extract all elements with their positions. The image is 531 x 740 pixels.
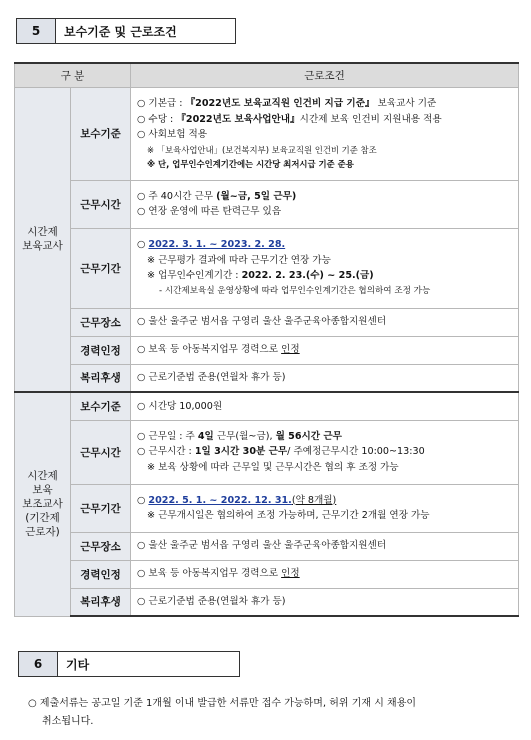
welfare-content: ○ 근로기준법 준용(연월차 휴가 등) [131, 364, 519, 392]
row-label-welfare: 복리후생 [71, 588, 131, 616]
career-content: ○ 보육 등 아동복지업무 경력으로 인정 [131, 336, 519, 364]
place-content: ○ 울산 울주군 범서읍 구영리 울산 울주군육아종합지원센터 [131, 308, 519, 336]
row-label-period: 근무기간 [71, 484, 131, 532]
table-row [15, 560, 519, 588]
section-5-header [16, 18, 236, 44]
working-conditions-table [14, 62, 519, 617]
pay-content: ○ 시간당 10,000원 [131, 392, 519, 420]
welfare-content: ○ 근로기준법 준용(연월차 휴가 등) [131, 588, 519, 616]
group-label-part-time-teacher: 시간제 보육교사 [15, 87, 71, 392]
career-content: ○ 보육 등 아동복지업무 경력으로 인정 [131, 560, 519, 588]
group-label-assistant-teacher: 시간제 보육 보조교사 (기간제 근로자) [15, 392, 71, 616]
header-category: 구 분 [15, 63, 131, 87]
section-6-header [18, 651, 240, 677]
period-content: ○ 2022. 5. 1. ~ 2022. 12. 31.(약 8개월) ※ 근무개시일은 협의하여 조정 가능하며, 근무기간 2개월 연장 가능 [131, 484, 519, 532]
hours-content: ○ 근무일 : 주 4일 근무(월~금), 월 56시간 근무 ○ 근무시간 : 1일 3시간 30분 근무/ 주예정근무시간 10:00~13:30 ※ 보육 상황에 따라 근무일 및 근무시간은 협의 후 조정 가능 [131, 420, 519, 484]
row-label-hours: 근무시간 [71, 180, 131, 228]
footer-note: ○ 제출서류는 공고일 기준 1개월 이내 발급한 서류만 접수 가능하며, 허위 기재 시 채용이 취소됩니다. [28, 698, 417, 727]
table-row [15, 484, 519, 532]
table-row [15, 364, 519, 392]
row-label-period: 근무기간 [71, 228, 131, 308]
table-row [15, 532, 519, 560]
pay-content: ○ 기본급 : 『2022년도 보육교직원 인건비 지급 기준』 보육교사 기준 ○ 수당 : 『2022년도 보육사업안내』시간제 보육 인건비 지원내용 적용 ○ 사회보험 적용 ※ 「보육사업안내」(보건복지부) 보육교직원 인건비 기준 참조 ※ 단, 업무인수인계기간에는 시간당 최저시급 기준 준용 [131, 87, 519, 180]
row-label-pay: 보수기준 [71, 392, 131, 420]
hours-content: ○ 주 40시간 근무 (월~금, 5일 근무) ○ 연장 운영에 따른 탄력근무 있음 [131, 180, 519, 228]
table-row [15, 228, 519, 308]
row-label-hours: 근무시간 [71, 420, 131, 484]
row-label-career: 경력인정 [71, 336, 131, 364]
period-content: ○ 2022. 3. 1. ~ 2023. 2. 28. ※ 근무평가 결과에 따라 근무기간 연장 가능 ※ 업무인수인계기간 : 2022. 2. 23.(수) ~ 25.(금) - 시간제보육실 운영상황에 따라 업무인수인계기간은 협의하여 조정 가능 [131, 228, 519, 308]
section-title: 보수기준 및 근로조건 [56, 18, 236, 44]
row-label-pay: 보수기준 [71, 87, 131, 180]
table-row [15, 308, 519, 336]
table-row [15, 336, 519, 364]
section-number: 5 [16, 18, 56, 44]
row-label-career: 경력인정 [71, 560, 131, 588]
table-row [15, 87, 519, 180]
table-header-row [15, 63, 519, 87]
section-number: 6 [18, 651, 58, 677]
table-row [15, 588, 519, 616]
row-label-welfare: 복리후생 [71, 364, 131, 392]
row-label-place: 근무장소 [71, 532, 131, 560]
row-label-place: 근무장소 [71, 308, 131, 336]
table-row [15, 180, 519, 228]
table-row [15, 392, 519, 420]
place-content: ○ 울산 울주군 범서읍 구영리 울산 울주군육아종합지원센터 [131, 532, 519, 560]
section-title: 기타 [58, 651, 240, 677]
table-row [15, 420, 519, 484]
header-conditions: 근로조건 [131, 63, 519, 87]
